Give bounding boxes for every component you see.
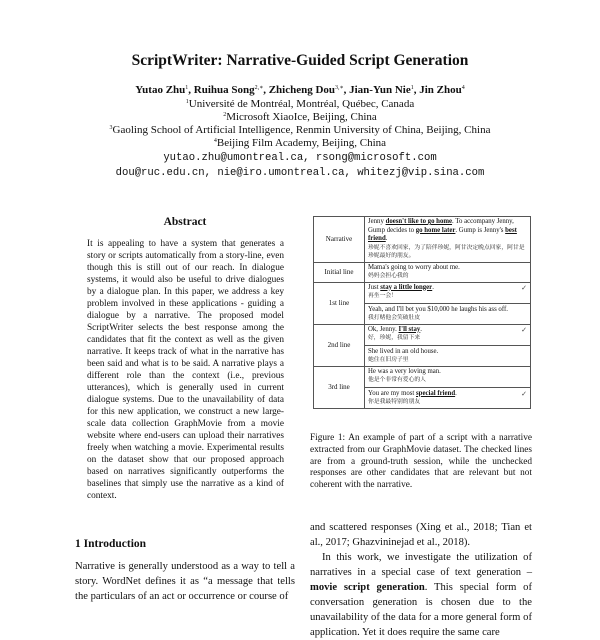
author-name: Yutao Zhu (135, 84, 186, 96)
narrative-row (314, 217, 531, 263)
line-2-row (314, 324, 531, 366)
checkmark-icon: ✓ (521, 325, 527, 334)
checkmark-icon: ✓ (521, 389, 527, 398)
example-figure-table (313, 216, 531, 409)
author-name: Jin Zhou (419, 84, 462, 96)
author-list: Yutao Zhu$^1$, Ruihua Song$^{2,∗}$, Zhicheng Dou$^{3,∗}$, Jian-Yun Nie$^1$, Jin Zhou$^4$ (135, 84, 465, 96)
body-text-right (310, 520, 532, 640)
chinese-translation: 你是我最特别的朋友 (368, 399, 421, 405)
narrative-cell: Jenny doesn't like to go home. To accompany Jenny, Gump decides to go home later. Gump is Jenny's best friend. 珍妮不喜欢回家，为了陪伴珍妮，阿甘决定晚点回家，阿甘是珍妮最好的朋友。 (365, 217, 531, 263)
chinese-translation: 好，珍妮，我留下来 (368, 335, 421, 341)
narrative-keyphrase: doesn't like to go home (385, 218, 453, 225)
author-name: Ruihua Song (193, 84, 255, 96)
author-email-line: yutao.zhu@umontreal.ca, rsong@microsoft.com (163, 152, 437, 164)
affiliation: $^2$Microsoft XiaoIce, Beijing, China (223, 111, 377, 123)
chinese-translation: 珍妮不喜欢回家，为了陪伴珍妮，阿甘决定晚点回家，阿甘是珍妮最好的朋友。 (368, 244, 525, 259)
initial-line-cell: Mama's going to worry about me. 妈妈会担心我的 (365, 262, 531, 282)
figure-caption: Figure 1: An example of part of a script with a narrative extracted from our GraphMovie dataset. The checked lines are from a ground-truth session, while the unchecked responses are other candidates that are relevant but not coherent with the narrative. (310, 433, 532, 491)
row-label: Narrative (314, 217, 365, 263)
line-3-row (314, 366, 531, 408)
affiliation: $^1$Université de Montréal, Montréal, Québec, Canada (185, 98, 415, 110)
row-label: Initial line (314, 262, 365, 282)
paragraph: and scattered responses (Xing et al., 2018; Tian et al., 2017; Ghazvininejad et al., 2018). (310, 522, 532, 548)
row-label: 1st line (314, 282, 365, 324)
row-label: 2nd line (314, 324, 365, 366)
paper-title: ScriptWriter: Narrative-Guided Script Generation (131, 52, 469, 69)
abstract-text: It is appealing to have a system that generates a story or scripts automatically from a story-line, even though this is still out of our reach. In dialogue systems, it would also be useful to drive dialogues by a dialogue plan. In this paper, we address a key problem involved in these applications - guiding a dialogue by a narrative. The proposed model ScriptWriter selects the best response among the candidates that fit the context as well as the given narrative. It keeps track of what in the narrative has been said and what is to be said. A narrative plays a different role than the context (i.e., previous utterances), which is generally used in current dialogue systems. Due to the unavailability of data for this new application, we construct a new large-scale data collection GraphMovie from a movie website where end-users can upload their narratives freely when watching a movie. Experimental results on the dataset show that our proposed approach based on narratives significantly outperforms the baselines that simply use the narrative as a kind of context. (87, 239, 284, 501)
narrative-keyphrase: best friend (368, 226, 517, 242)
chinese-translation: 妈妈会担心我的 (368, 273, 409, 279)
affiliation: $^4$Beijing Film Academy, Beijing, China (213, 137, 387, 149)
candidate-cell: ✓ Ok, Jenny. I'll stay. 好，珍妮，我留下来 She lived in an old house. 她住在旧房子里 (365, 324, 531, 366)
author-name: Jian-Yun Nie (349, 84, 411, 96)
checkmark-icon: ✓ (521, 283, 527, 292)
row-label: 3rd line (314, 366, 365, 408)
section-heading: 1 Introduction (75, 538, 147, 550)
narrative-keyphrase: go home later (415, 226, 456, 234)
candidate-cell: ✓ Just stay a little longer. 再坐一会！ Yeah, and I'll bet you $10,000 he laughs his ass off. 我打赌他会笑破肚皮 (365, 282, 531, 324)
line-1-row (314, 282, 531, 324)
author-name: Zhicheng Dou (268, 84, 336, 96)
author-email-line: dou@ruc.edu.cn, nie@iro.umontreal.ca, whitezj@vip.sina.com (115, 167, 485, 179)
abstract-heading: Abstract (163, 216, 207, 228)
affiliation: $^3$Gaoling School of Artificial Intelligence, Renmin University of China, Beijing, China (109, 124, 491, 136)
chinese-translation: 我打赌他会笑破肚皮 (368, 315, 421, 321)
intro-text: Narrative is generally understood as a way to tell a story. WordNet defines it as “a message that tells the particulars of an act or occurrence or course of (75, 561, 295, 602)
initial-line-row (314, 262, 531, 282)
candidate-cell: He was a very loving man. 他是个非常有爱心的人 ✓ You are my most special friend. 你是我最特别的朋友 (365, 366, 531, 408)
chinese-translation: 她住在旧房子里 (368, 357, 409, 363)
chinese-translation: 他是个非常有爱心的人 (368, 377, 426, 383)
paragraph: In this work, we investigate the utilization of narratives in a special case of text generation – movie script generation. This special form of conversation generation is chosen due to the unavailability of the data for a more general form of application. Yet it does require the same care (310, 552, 532, 638)
chinese-translation: 再坐一会！ (368, 293, 397, 299)
